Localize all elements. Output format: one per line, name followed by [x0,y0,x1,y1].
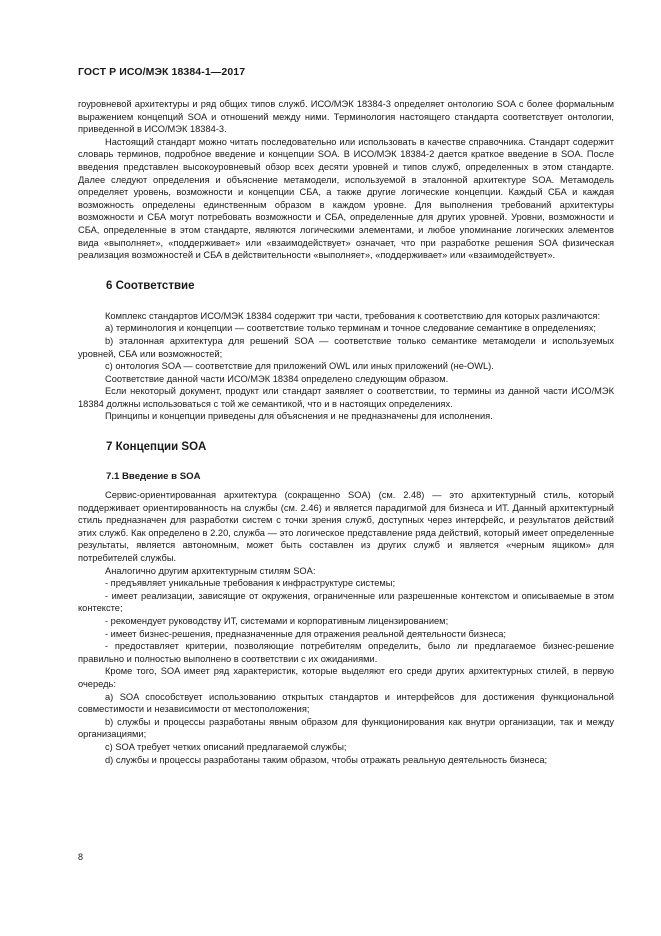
paragraph: Соответствие данной части ИСО/МЭК 18384 определено следующим образом. [105,373,449,384]
list-item: - рекомендует руководству ИТ, системами и корпоративным лицензированием; [105,616,449,626]
page-number: 8 [78,852,84,862]
list-item: b) службы и процессы разработаны явным образом для функционирования как внутри организации, так и между организациями; [78,716,614,740]
page-body [78,98,614,766]
list-item: - предъявляет уникальные требования к инфраструктуре системы; [105,578,396,589]
list-item: - имеет реализации, зависящие от окружения, ограниченные или разрешенные контекстом и описываемые в этом контексте; [78,590,614,614]
list-item: - имеет бизнес-решения, предназначенные для отражения реальной деятельности бизнеса; [105,628,506,639]
list-item: c) SOA требует четких описаний предлагаемой службы; [105,741,347,752]
list-item: - предоставляет критерии, позволяющие потребителям определить, было ли предлагаемое бизнес-решение правильно и полностью выполнено в соответствии с их ожиданиями. [78,641,614,664]
paragraph: Сервис-ориентированная архитектура (сокращенно SOA) (см. 2.48) — это архитектурный стиль, который поддерживает ориентированность на службы (см. 2.46) и является парадигмой для бизнеса и ИТ. Данный архитектурный стиль предназначен для разработки систем с точки зрения служб, доступных через интерфейс, и результатов действий этих служб. Как определено в 2.20, служба — это логическое представление ряда действий, который имеет определенные результаты, является автономным, может быть составлен из других служб и является «черным ящиком» для потребителей службы. [78,490,614,564]
paragraph: Комплекс стандартов ИСО/МЭК 18384 содержит три части, требования к соответствию для которых различаются: [105,310,601,321]
paragraph: Настоящий стандарт можно читать последовательно или использовать в качестве справочника. Стандарт содержит словарь терминов, подробное введение и концепции SOA. В ИСО/МЭК 18384-2 дается краткое введение в SOA. После введения представлен высокоуровневый обзор всех десяти уровней и типов служб, определенных в этом стандарте. Далее следуют определения и объяснение метамодели, используемой в эталонной архитектуре SOA. Метамодель определяет уровень, возможности и концепции СБА, а также другие логические концепции. Каждый СБА и каждая возможность определены единственным образом в каждом уровне. Для выполнения требований архитектуры возможности и СБА могут потребовать возможности и СБА, определенные для других уровней. Уровни, возможности и СБА, определенные в этом стандарте, являются логическими элементами, и любое упоминание логических элементов вида «выполняет», «поддерживает» или «взаимодействует» означает, что при разработке решения SOA физическая реализация возможностей и СБА в действительности «выполняет», «поддерживает» или «взаимодействует». [78,136,614,261]
section-7-heading: 7 Концепции SOA [106,441,207,454]
paragraph: Аналогично другим архитектурным стилям SOA: [105,565,316,576]
paragraph: Если некоторый документ, продукт или стандарт заявляет о соответствии, то термины из данной части ИСО/МЭК 18384 должны использоваться с той же семантикой, что и в настоящих определениях. [78,386,614,409]
document-header: ГОСТ Р ИСО/МЭК 18384-1—2017 [78,66,246,78]
list-item: b) эталонная архитектура для решений SOA — соответствие только семантике метамодели и используемых уровней, СБА или возможностей; [78,335,614,359]
section-6-heading: 6 Соответствие [106,279,195,292]
list-item: c) онтология SOA — соответствие для приложений OWL или иных приложений (не-OWL). [105,361,494,372]
list-item: a) терминология и концепции — соответствие только терминам и точное следование семантике в определениях; [105,323,596,334]
subsection-7-1-heading: 7.1 Введение в SOA [106,471,201,483]
paragraph: Кроме того, SOA имеет ряд характеристик, которые выделяют его среди других архитектурных стилей, в первую очередь: [78,666,614,689]
paragraph: Принципы и концепции приведены для объяснения и не предназначены для исполнения. [105,411,493,422]
paragraph: гоуровневой архитектуры и ряд общих типов служб. ИСО/МЭК 18384-3 определяет онтологию SOA с более формальным выражением концепций SOA и отношений между ними. Терминология настоящего стандарта соответствует онтологии, приведенной в ИСО/МЭК 18384-3. [78,99,614,135]
list-item: a) SOA способствует использованию открытых стандартов и интерфейсов для достижения функциональной совместимости и независимости от местоположения; [78,691,614,715]
list-item: d) службы и процессы разработаны таким образом, чтобы отражать реальную деятельность бизнеса; [105,754,548,765]
